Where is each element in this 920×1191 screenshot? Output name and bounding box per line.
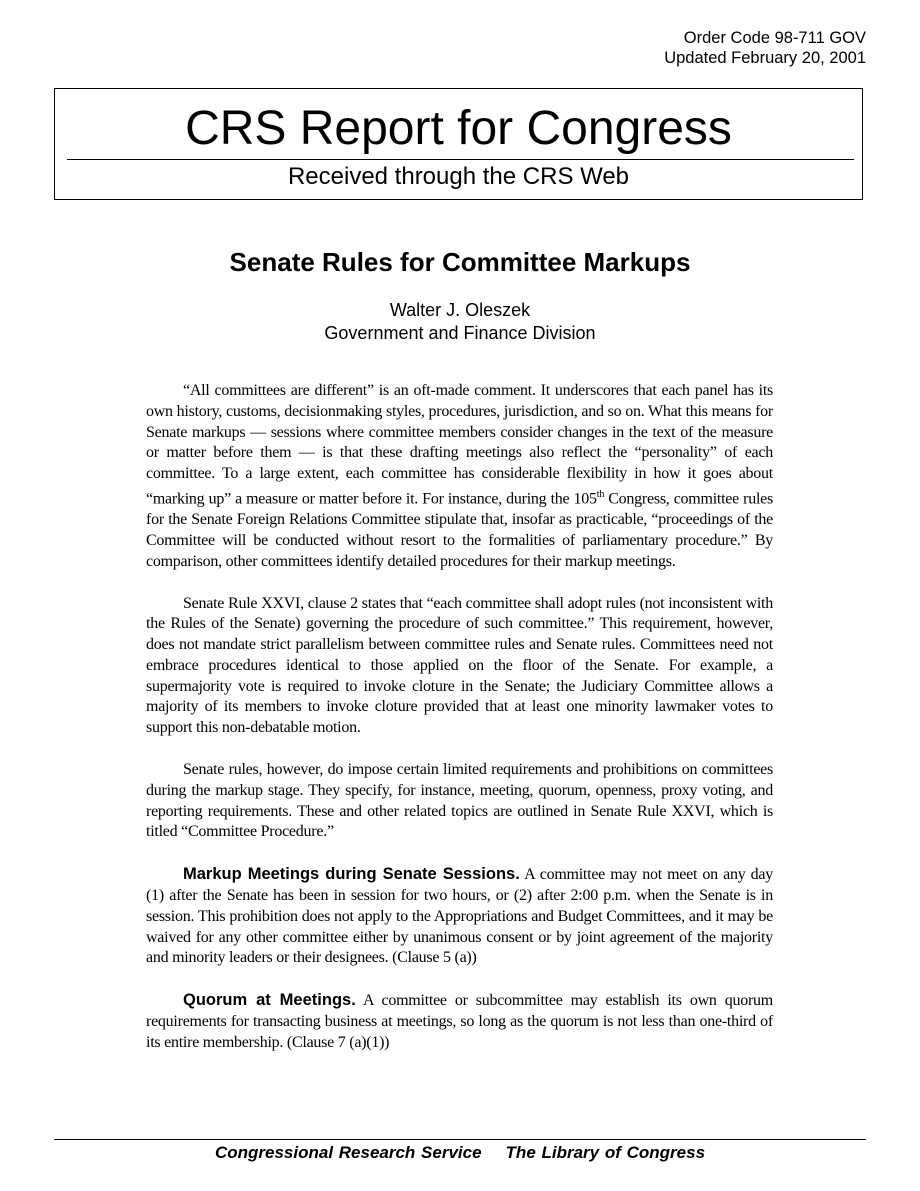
paragraph-1-part-a: “All committees are different” is an oft-made comment. It underscores that each panel has its own history, customs, decisionmaking styles, procedures, jurisdiction, and so on. What this means for Senate markups — sessions where committee members consider changes in the text of the measure or matter before them — is that these drafting meetings also reflect the “personality” of each committee. To a large extent, each committee has considerable flexibility in how it goes about “marking up” a measure or matter before it. For instance, during the 105 — [146, 382, 773, 508]
body-text — [146, 381, 773, 1075]
author-name: Walter J. Oleszek — [389, 300, 531, 320]
paragraph-1 — [146, 381, 773, 573]
footer — [0, 1142, 920, 1164]
section-heading-quorum: Quorum at Meetings. — [183, 991, 356, 1010]
document-title: Senate Rules for Committee Markups — [229, 247, 691, 277]
header-divider — [67, 159, 854, 160]
report-header-box — [54, 88, 863, 200]
report-subtitle: Received through the CRS Web — [287, 163, 630, 190]
order-code-block — [664, 28, 866, 68]
section-heading-markup-meetings: Markup Meetings during Senate Sessions. — [183, 865, 520, 884]
footer-library: The Library of Congress — [505, 1143, 706, 1162]
paragraph-4 — [146, 864, 773, 969]
paragraph-5-text: A committee or subcommittee may establish its own quorum requirements for transacting business at meetings, so long as the quorum is not less than one-third of its entire membership. (Clause 7 (a)(1)) — [146, 992, 773, 1051]
ordinal-suffix: th — [596, 488, 605, 500]
author-block — [0, 299, 920, 345]
order-code: Order Code 98-711 GOV — [683, 29, 866, 47]
footer-divider — [54, 1139, 866, 1140]
paragraph-5 — [146, 990, 773, 1053]
author-division: Government and Finance Division — [324, 323, 596, 343]
paragraph-3: Senate rules, however, do impose certain limited requirements and prohibitions on committees during the markup stage. They specify, for instance, meeting, quorum, openness, proxy voting, and reporting requirements. These and other related topics are outlined in Senate Rule XXVI, which is titled “Committee Procedure.” — [146, 761, 773, 841]
paragraph-2: Senate Rule XXVI, clause 2 states that “each committee shall adopt rules (not inconsistent with the Rules of the Senate) governing the procedure of such committee.” This requirement, however, does not mandate strict parallelism between committee rules and Senate rules. Committees need not embrace procedures identical to those applied on the floor of the Senate. For example, a supermajority vote is required to invoke cloture in the Senate; the Judiciary Committee allows a majority of its members to invoke cloture provided that at least one minority lawmaker votes to support this non-debatable motion. — [146, 594, 773, 737]
paragraph-4-text: A committee may not meet on any day (1) after the Senate has been in session for two hours, or (2) after 2:00 p.m. when the Senate is in session. This prohibition does not apply to the Appropriations and Budget Committees, and it may be waived for any other committee either by unanimous consent or by joint agreement of the majority and minority leaders or their designees. (Clause 5 (a)) — [146, 866, 773, 967]
paragraph-1-part-b: Congress, committee rules for the Senate Foreign Relations Committee stipulate that, insofar as practicable, “proceedings of the Committee will be conducted without resort to the formalities of parliamentary procedure.” By comparison, other committees identify detailed procedures for their markup meetings. — [146, 490, 774, 570]
report-title: CRS Report for Congress — [185, 102, 732, 155]
updated-date: Updated February 20, 2001 — [664, 49, 866, 67]
footer-crs: Congressional Research Service — [214, 1143, 482, 1162]
